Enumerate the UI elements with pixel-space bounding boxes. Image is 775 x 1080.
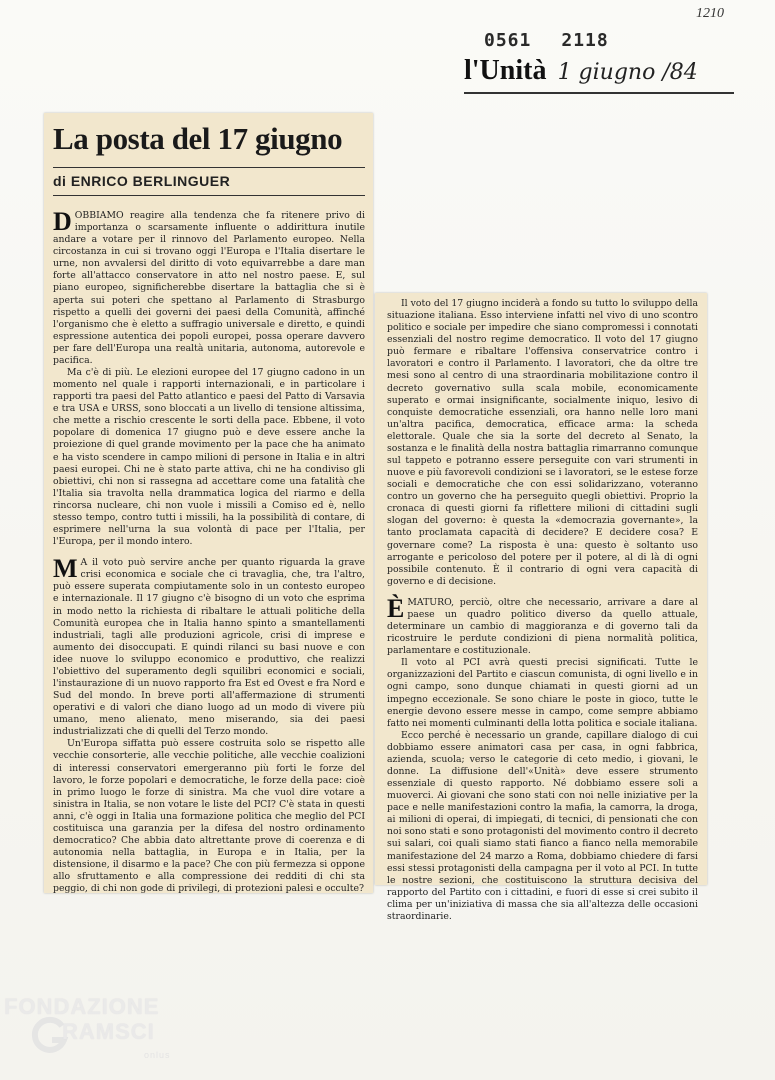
paragraph-gap [53,548,365,557]
dropcap: M [53,554,78,584]
watermark-line2: RAMSCI [62,1019,155,1044]
archive-corner-number: 1210 [696,6,724,21]
headline-rule [53,167,365,168]
paragraph [53,367,365,548]
article-headline: La posta del 17 giugno [53,121,343,156]
paragraph-gap [387,588,698,597]
clipping-left [44,113,373,893]
paragraph [387,730,698,923]
archive-stamp [484,30,609,51]
paragraph [53,207,365,367]
paragraph-text: Un'Europa siffatta può essere costruita solo se rispetto alle vecchie consorterie, alle vecchie politiche, alle vecchie coalizioni di interessi conservatori emergeranno più forti le forze del lavoro, le forze popolari e democratiche, le forze della pace: cioè in primo luogo le forze di sinistra. Ma che vuol dire votare a sinistra in Italia, se non votare le liste del PCI? C'è stata in questi anni, c'è oggi in Italia una formazione politica che meglio del PCI costituisca una garanzia per la difesa del nostro ordinamento democratico? Che abbia dato altrettante prove di coerenza e di autonomia nella battaglia, in Europa e in Italia, per la distensione, il disarmo e la pace? Che con più fermezza si oppone allo sfruttamento e alla compressione dei redditi di chi sta peggio, di chi non gode di privilegi, di protezioni palesi e occulte? [53,738,365,895]
paragraph-text: Il voto del 17 giugno inciderà a fondo su tutto lo sviluppo della situazione italiana. Esso interviene infatti nel vivo di uno scontro politico e sociale per impedire che siano compromessi i connotati essenziali del nostro regime democratico. Il voto del 17 giugno può fermare e ribaltare l'offensiva conservatrice contro i lavoratori e contro il Parlamento. I lavoratori, che da oltre tre mesi sono al centro di una straordinaria mobilitazione contro il decreto governativo sulla scala mobile, economicamente superato e ormai insignificante, socialmente iniquo, lesivo di conquiste democratiche essenziali, ora hanno nelle loro mani un'altra pacifica, democratica, efficace arma: la scheda elettorale. Quale che sia la sorte del decreto al Senato, la sostanza e le finalità della nostra battaglia rimarranno comunque sul tappeto e potranno essere perseguite con vari strumenti in nuove e più favorevoli condizioni se i lavoratori, se le estese forze sociali e democratiche che con essi solidarizzano, voteranno contro un governo che ha perseguito quegli obiettivi. Proprio la cronaca di questi giorni fa riflettere milioni di cittadini sugli slogan del governo: è questa la «democrazia governante», la tanto proclamata capacità di decidere? E decidere cosa? E governare come? La risposta è una: questo è soltanto uso arrogante e pericoloso del potere per il potere, al di là di ogni possibile contenuto. È il contrario di ogni vera capacità di governo e di decisione. [387,298,698,587]
watermark-line3: onlus [144,1050,171,1060]
masthead-underline [464,92,734,94]
newspaper-name: l'Unità [464,55,547,86]
paragraph [53,738,365,895]
handwritten-date: 1 giugno /84 [557,60,698,85]
article-byline: di ENRICO BERLINGUER [53,173,231,189]
paragraph-text: A il voto può servire anche per quanto riguarda la grave crisi economica e sociale che ci travaglia, che, tra l'altro, può essere superata compiutamente solo in un contesto europeo e internazionale. Il 17 giugno c'è bisogno di un voto che esprima in modo netto la richiesta di ribaltare le attuali politiche della Comunità europea che in Italia hanno spinto a smantellamenti industriali, tagli alle produzioni agricole, crisi di imprese e aumento dei disoccupati. E quindi rilanci su basi nuove e con idee nuove lo sviluppo economico e produttivo, che realizzi l'obiettivo del superamento degli squilibri economici e sociali, l'instaurazione di un nuovo rapporto fra Est ed Ovest e fra Nord e Sud del mondo. In breve porti all'affermazione di strumenti operativi e di valori che diano luogo ad un modo di vivere più umano, meno alienato, meno miserando, sia dei paesi industrializzati che di quelli del Terzo mondo. [53,557,365,738]
stamp-code-1: 0561 [484,30,532,51]
paragraph-text: MATURO, perciò, oltre che necessario, arrivare a dare al paese un quadro politico diverso da quello attuale, determinare un cambio di maggioranza e di governo tali da ricostruire le perdute condizioni di piena normalità politica, parlamentare e costituzionale. [387,596,698,657]
dropcap: D [53,207,72,236]
byline-rule [53,195,365,196]
stamp-code-2: 2118 [561,30,609,51]
clipping-right [375,293,707,922]
fondazione-gramsci-watermark [4,994,204,1074]
paragraph [387,298,698,588]
paragraph-text: OBBIAMO reagire alla tendenza che fa ritenere privo di importanza o scarsamente influente o addirittura inutile andare a votare per il rinnovo del Parlamento europeo. Nella circostanza in cui si trovano oggi l'Europa e l'Italia disertare le urne, non avvalersi del diritto di voto equivarrebbe a dare man forte all'attacco conservatore in atto nel nostro paese. E, sul piano europeo, significherebbe disertare la battaglia che si è aperta sui poteri che spettano al Parlamento di Strasburgo rispetto a quelli dei governi dei paesi della Comunità, affinché l'organismo che è eletto a suffragio universale e diretto, e quindi espressione autentica dei popoli europei, possa operare davvero per fare dell'Europa una realtà unitaria, autonoma, autorevole e pacifica. [53,210,365,366]
newspaper-masthead [464,55,698,87]
watermark-line1: FONDAZIONE [4,994,160,1019]
paragraph-text: Ma c'è di più. Le elezioni europee del 17 giugno cadono in un momento nel quale i rapporti internazionali, e in particolare i rapporti tra paesi del Patto atlantico e paesi del Patto di Varsavia e tra USA e URSS, sono bloccati a un livello di tensione altissima, che mette a rischio crescente le sorti della pace. Ebbene, il voto popolare di domenica 17 giugno può e deve essere anche la proiezione di quel grande movimento per la pace che ha animato e ha visto scendere in campo milioni di persone in Italia e in altri paesi europei. Chi ne è stato parte attiva, chi ne ha condiviso gli obiettivi, chi non si rassegna ad accettare come una fatalità che l'Italia sia travolta nella drammatica logica del riarmo e della rincorsa nucleare, chi non vuole i missili a Comiso ed è, nello stesso tempo, contro tutti i missili, ha la possibilità di contare, di esprimere nell'urna la sua volontà di pace per l'Italia, per l'Europa, per il mondo intero. [53,367,365,548]
article-column-right [387,298,698,923]
paragraph [53,554,365,738]
article-column-left [53,207,365,895]
dropcap: È [387,593,405,623]
paragraph-text: Il voto al PCI avrà questi precisi significati. Tutte le organizzazioni del Partito e ciascun comunista, di ogni livello e in ogni campo, sono dunque chiamati in questi giorni ad un impegno eccezionale. Se sono chiare le poste in gioco, tutte le energie devono essere messe in campo, come sempre abbiamo fatto nei momenti culminanti della lotta politica e sociale italiana. [387,657,698,729]
paragraph [387,593,698,657]
paragraph [387,657,698,729]
paragraph-text: Ecco perché è necessario un grande, capillare dialogo di cui dobbiamo essere animatori casa per casa, in ogni fabbrica, azienda, scuola; verso le categorie di ceto medio, i giovani, le donne. La diffusione dell'«Unità» deve essere strumento essenziale di questo rapporto. Né dobbiamo essere soli a muoverci. Ai giovani che sono stati con noi nelle iniziative per la pace e nelle manifestazioni contro la mafia, la camorra, la droga, ai milioni di operai, di impiegati, di tecnici, di pensionati che con noi sono stati e sono protagonisti del movimento contro il decreto sui salari, coi quali siamo stati fianco a fianco nella memorabile manifestazione del 24 marzo a Roma, dobbiamo chiedere di farsi essi stessi protagonisti della campagna per il voto al PCI. In tutte le nostre sezioni, che costituiscono la struttura decisiva del rapporto del Partito con i cittadini, e fuori di esse si crei subito il clima per un'iniziativa di massa che sia all'altezza delle occasioni straordinarie. [387,729,698,922]
